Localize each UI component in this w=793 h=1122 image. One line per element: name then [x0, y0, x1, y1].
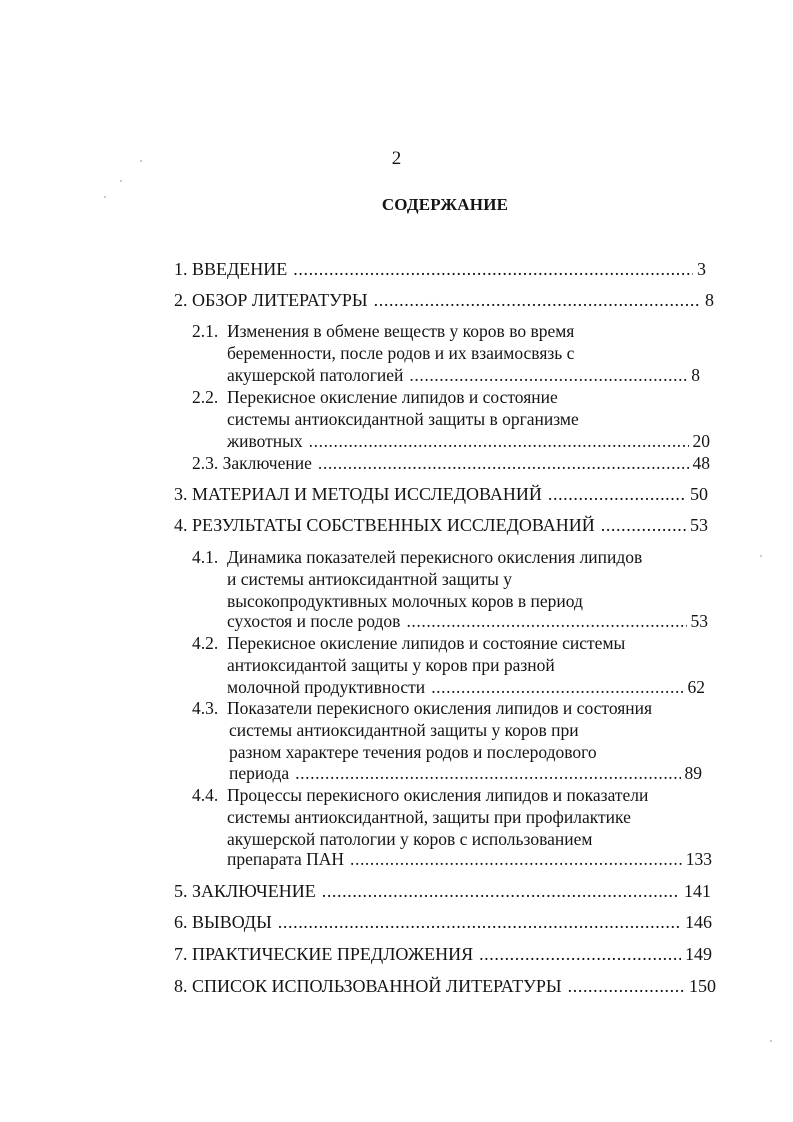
toc-entry-number: 2.1. [192, 321, 219, 341]
toc-entry-title-line: периода [229, 763, 290, 783]
toc-entry-title-line: Показатели перекисного окисления липидов и состояния [227, 698, 653, 718]
toc-entry-title-line: антиоксидантой защиты у коров при разной [227, 655, 555, 675]
dot-leader [374, 289, 701, 311]
toc-entry-page: 133 [685, 849, 712, 869]
dot-leader [601, 514, 686, 536]
toc-entry-title: Заключение [222, 453, 312, 473]
toc-entry-6[interactable] [174, 911, 712, 933]
toc-entry-page: 53 [690, 515, 708, 535]
toc-entry-2-2[interactable] [227, 430, 710, 452]
toc-entry-number: 8. СПИСОК ИСПОЛЬЗОВАННОЙ ЛИТЕРАТУРЫ [174, 976, 562, 996]
toc-entry-title-line: препарата ПАН [227, 849, 344, 869]
toc-entry-5[interactable] [174, 880, 711, 902]
toc-entry-number: 4.2. [192, 633, 219, 653]
toc-entry-title-line: разном характере течения родов и послеродового [229, 742, 597, 762]
toc-entry-number: 1. ВВЕДЕНИЕ [174, 259, 288, 279]
toc-entry-title-line: высокопродуктивных молочных коров в период [227, 591, 583, 611]
toc-entry-2[interactable] [174, 289, 714, 311]
toc-entry-1[interactable] [174, 258, 706, 280]
toc-entry-title-line: системы антиоксидантной, защиты при профилактике [227, 807, 631, 827]
toc-entry-page: 3 [697, 259, 706, 279]
toc-entry-title: СПИСОК ИСПОЛЬЗОВАННОЙ ЛИТЕРАТУРЫ [192, 976, 562, 996]
toc-entry-title: ВВЕДЕНИЕ [192, 259, 288, 279]
toc-entry-2-1[interactable] [227, 364, 700, 386]
toc-entry-title: ПРАКТИЧЕСКИЕ ПРЕДЛОЖЕНИЯ [192, 944, 474, 964]
toc-entry-title-line: и системы антиоксидантной защиты у [227, 569, 512, 589]
toc-entry-page: 48 [692, 453, 710, 473]
toc-entry-title-line: сухостоя и после родов [227, 611, 401, 631]
dot-leader [548, 483, 686, 505]
page-number: 2 [391, 148, 402, 169]
dot-leader [409, 364, 687, 386]
toc-entry-4-2[interactable] [227, 676, 705, 698]
toc-entry-page: 20 [692, 431, 710, 451]
toc-entry-page: 8 [705, 290, 714, 310]
toc-entry-page: 149 [685, 944, 712, 964]
toc-entry-title-line: Процессы перекисного окисления липидов и показатели [227, 785, 649, 805]
toc-entry-title-line: Изменения в обмене веществ у коров во время [227, 321, 575, 341]
dot-leader [278, 911, 681, 933]
scan-speck [770, 1040, 772, 1042]
dot-leader [431, 676, 683, 698]
dot-leader [293, 258, 693, 280]
scan-speck [104, 196, 106, 198]
toc-entry-4-1[interactable] [227, 610, 708, 632]
toc-entry-title-line: Динамика показателей перекисного окисления липидов [227, 547, 643, 567]
toc-entry-page: 89 [684, 763, 702, 783]
dot-leader [479, 943, 681, 965]
toc-entry-number: 2.2. [192, 387, 219, 407]
toc-title: СОДЕРЖАНИЕ [381, 195, 509, 214]
toc-entry-title-line: молочной продуктивности [227, 677, 426, 697]
dot-leader [322, 880, 680, 902]
toc-entry-title-line: Перекисное окисление липидов и состояние [227, 387, 558, 407]
dot-leader [568, 975, 685, 997]
toc-entry-title-line: Перекисное окисление липидов и состояние системы [227, 633, 626, 653]
toc-entry-title-line: акушерской патологии у коров с использованием [227, 829, 593, 849]
toc-entry-2-3[interactable] [192, 452, 710, 474]
toc-entry-page: 53 [690, 611, 708, 631]
toc-entry-number: 4. РЕЗУЛЬТАТЫ СОБСТВЕННЫХ ИССЛЕДОВАНИЙ [174, 515, 595, 535]
dot-leader [295, 762, 680, 784]
toc-entry-title-line: акушерской патологией [227, 365, 404, 385]
toc-entry-4[interactable] [174, 514, 708, 536]
toc-entry-page: 146 [685, 912, 712, 932]
toc-entry-number: 2. ОБЗОР ЛИТЕРАТУРЫ [174, 290, 368, 310]
toc-entry-page: 62 [687, 677, 705, 697]
scan-speck [760, 555, 762, 557]
toc-entry-title-line: системы антиоксидантной защиты у коров при [229, 720, 579, 740]
toc-entry-page: 141 [684, 881, 711, 901]
toc-entry-number: 4.4. [192, 785, 219, 805]
toc-entry-page: 150 [689, 976, 716, 996]
toc-entry-page: 8 [691, 365, 700, 385]
toc-entry-title-line: системы антиоксидантной защиты в организме [227, 409, 579, 429]
toc-entry-number: 2.3. Заключение [192, 453, 312, 473]
toc-entry-number: 3. МАТЕРИАЛ И МЕТОДЫ ИССЛЕДОВАНИЙ [174, 484, 542, 504]
toc-entry-8[interactable] [174, 975, 716, 997]
dot-leader [318, 452, 689, 474]
toc-entry-title: МАТЕРИАЛ И МЕТОДЫ ИССЛЕДОВАНИЙ [192, 484, 542, 504]
toc-entry-title: РЕЗУЛЬТАТЫ СОБСТВЕННЫХ ИССЛЕДОВАНИЙ [192, 515, 595, 535]
toc-entry-3[interactable] [174, 483, 708, 505]
toc-entry-number: 4.3. [192, 698, 219, 718]
toc-entry-title: ВЫВОДЫ [192, 912, 272, 932]
toc-entry-number: 4.1. [192, 547, 219, 567]
toc-entry-number: 6. ВЫВОДЫ [174, 912, 272, 932]
dot-leader [406, 610, 686, 632]
toc-entry-title-line: беременности, после родов и их взаимосвязь с [227, 343, 575, 363]
toc-entry-7[interactable] [174, 943, 712, 965]
scan-speck [120, 180, 122, 182]
toc-entry-title-line: животных [227, 431, 303, 451]
dot-leader [350, 848, 682, 870]
scan-speck [140, 160, 142, 162]
toc-entry-page: 50 [690, 484, 708, 504]
toc-entry-title: ЗАКЛЮЧЕНИЕ [192, 881, 316, 901]
toc-entry-4-4[interactable] [227, 848, 712, 870]
dot-leader [309, 430, 689, 452]
toc-entry-4-3[interactable] [229, 762, 702, 784]
toc-entry-title: ОБЗОР ЛИТЕРАТУРЫ [192, 290, 368, 310]
toc-entry-number: 5. ЗАКЛЮЧЕНИЕ [174, 881, 316, 901]
toc-entry-number: 7. ПРАКТИЧЕСКИЕ ПРЕДЛОЖЕНИЯ [174, 944, 474, 964]
